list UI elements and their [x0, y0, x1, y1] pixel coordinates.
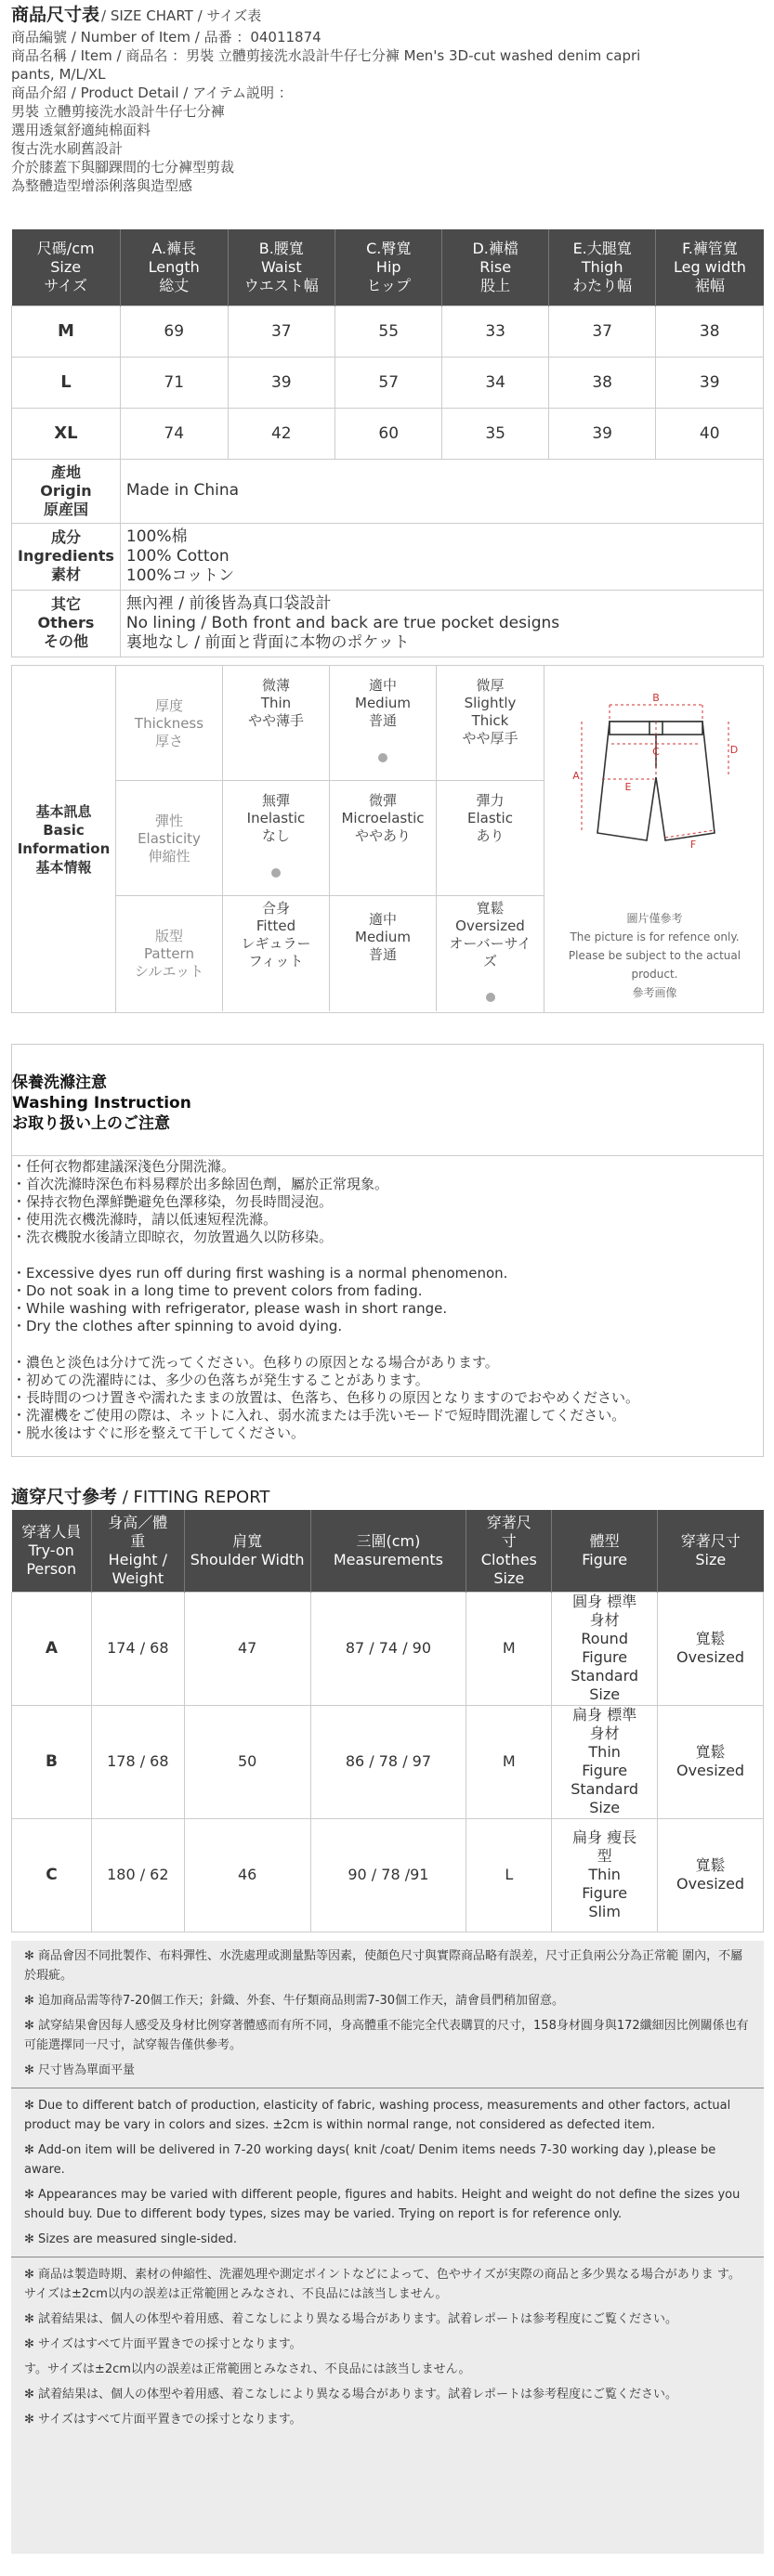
header-line: 介於膝蓋下與腳踝間的七分褲型剪裁 [11, 159, 235, 176]
size-value: 60 [335, 408, 442, 459]
diagram-label-d: D [729, 744, 739, 756]
size-label: XL [12, 408, 121, 459]
fit-shoulder: 50 [184, 1705, 310, 1818]
fit-measurements: 87 / 74 / 90 [310, 1592, 466, 1705]
fit-result: 寬鬆 Ovesized [658, 1818, 764, 1932]
elasticity-option-elastic [437, 781, 544, 896]
fit-figure: 圓身 標準 身材 Round Figure Standard Size [552, 1592, 658, 1705]
fit-header-hw: 身高／體 重 Height / Weight [91, 1510, 184, 1592]
header-line: 選用透氣舒適純棉面料 [11, 122, 151, 138]
note-zh: ✻ 試穿結果會因每人感受及身材比例穿著體感而有所不同，身高體重不能完全代表購買的尺寸，158身材圓身與172纖細因比例關係也有可能選擇同一尺寸，試穿報告僅供參考。 [24, 2019, 749, 2052]
size-value: 57 [335, 357, 442, 408]
fit-size: L [466, 1818, 552, 1932]
thickness-row [116, 666, 544, 781]
washing-line: ・長時間のつけ置きや濡れたままの放置は、色落ち、色移りの原因となりますのでおやめください。 [12, 1389, 640, 1406]
fit-hw: 174 / 68 [91, 1592, 184, 1705]
note-ja: ✻ サイズはすべて片面平置きでの採寸となります。 [24, 2413, 302, 2426]
size-value: 55 [335, 306, 442, 357]
option-text: 寬鬆 Oversized オーバーサイ ズ [449, 900, 531, 969]
washing-line: ・洗衣機脫水後請立即晾衣，勿放置過久以防移染。 [12, 1229, 334, 1245]
thickness-option-thin [223, 666, 330, 781]
note-ja: ✻ 商品は製造時期、素材の伸縮性、洗濯処理や測定ポイントなどによって、色やサイズが実際の商品と多少異なる場合がありま す。サイズは±2cm以内の誤差は正常範囲とみなされ、不良品には該当しません。 [24, 2268, 741, 2301]
diagram-label-a: A [572, 770, 580, 782]
size-value: 42 [228, 408, 335, 459]
note-en: ✻ Add-on item will be delivered in 7-20 working days( knit /coat/ Denim items needs 7-30 working day ),please be aware. [24, 2143, 716, 2177]
option-text: 彈力 Elastic あり [467, 792, 513, 844]
header-line: pants, M/L/XL [11, 66, 106, 83]
size-value: 74 [120, 408, 228, 459]
fit-shoulder: 46 [184, 1818, 310, 1932]
basic-info-panel [11, 665, 764, 1013]
washing-line: ・任何衣物都建議深淺色分開洗滌。 [12, 1158, 236, 1175]
fitting-row-c [12, 1818, 764, 1932]
origin-label: 產地 Origin 原産国 [12, 459, 121, 523]
size-value: 38 [548, 357, 656, 408]
header-line: 為整體造型增添俐落與造型感 [11, 177, 193, 194]
pattern-head: 版型 Pattern シルエット [116, 896, 223, 1011]
thickness-head: 厚度 Thickness 厚さ [116, 666, 223, 781]
size-value: 39 [656, 357, 764, 408]
washing-panel [11, 1044, 764, 1457]
size-value: 37 [228, 306, 335, 357]
washing-line: ・初めての洗濯時には、多少の色落ちが発生することがあります。 [12, 1372, 429, 1388]
fit-size: M [466, 1592, 552, 1705]
size-value: 40 [656, 408, 764, 459]
pattern-row [116, 896, 544, 1011]
basic-info-grid [116, 666, 544, 1012]
note-ja: ✻ 試着結果は、個人の体型や着用感、着こなしにより異なる場合があります。試着レポートは参考程度にご覧ください。 [24, 2312, 677, 2326]
washing-group-en [12, 1265, 763, 1335]
fit-hw: 178 / 68 [91, 1705, 184, 1818]
others-row [12, 590, 764, 657]
elasticity-head: 彈性 Elasticity 伸縮性 [116, 781, 223, 896]
fitting-title-row [11, 1483, 269, 1508]
header-leg-width: F.褲管寬 Leg width 裾幅 [656, 229, 764, 306]
header-line: 復古洗水刷舊設計 [11, 140, 124, 157]
header-line: 商品介紹 / Product Detail / アイテム説明 ： [11, 85, 293, 101]
size-value: 39 [548, 408, 656, 459]
fit-header-measurements: 三圍(cm) Measurements [310, 1510, 466, 1592]
ingredients-value: 100%棉 100% Cotton 100%コットン [120, 523, 763, 590]
diagram-label-f: F [689, 839, 697, 851]
notes-panel [11, 1941, 764, 2554]
size-row-l [12, 357, 764, 408]
washing-line: ・濃色と淡色は分けて洗ってください。色移りの原因となる場合があります。 [12, 1354, 499, 1371]
origin-value: Made in China [120, 459, 763, 523]
header-length: A.褲長 Length 総丈 [120, 229, 228, 306]
basic-info-label: 基本訊息 Basic Information 基本情報 [12, 666, 116, 1012]
selected-dot-icon [271, 868, 281, 878]
header-rise: D.褲檔 Rise 股上 [442, 229, 548, 306]
fitting-header-row [12, 1510, 764, 1592]
size-value: 37 [548, 306, 656, 357]
fit-person: B [12, 1705, 92, 1818]
page-title: 商品尺寸表 [11, 5, 100, 25]
size-chart-header-row [12, 229, 764, 306]
elasticity-row [116, 781, 544, 896]
fit-person: C [12, 1818, 92, 1932]
header-line: 商品名稱 / Item / 商品名 ：男裝 立體剪接洗水設計牛仔七分褲 Men's 3D-cut washed denim capri [11, 47, 641, 64]
note-ja: す。サイズは±2cm以内の誤差は正常範囲とみなされ、不良品には該当しません。 [24, 2362, 471, 2376]
header-line: 商品編號 / Number of Item / 品番 ：04011874 [11, 29, 321, 46]
size-row-m [12, 306, 764, 357]
thickness-option-medium [330, 666, 437, 781]
fit-header-figure: 體型 Figure [552, 1510, 658, 1592]
fit-header-shoulder: 肩寬 Shoulder Width [184, 1510, 310, 1592]
option-text: 適中 Medium 普通 [355, 911, 411, 963]
option-text: 適中 Medium 普通 [355, 677, 411, 729]
fitting-row-b [12, 1705, 764, 1818]
header-thigh: E.大腿寬 Thigh わたり幅 [548, 229, 656, 306]
fit-figure: 扁身 標準 身材 Thin Figure Standard Size [552, 1705, 658, 1818]
diagram-label-c: C [652, 746, 660, 758]
note-zh: ✻ 尺寸皆為單面平量 [24, 2063, 136, 2077]
size-value: 71 [120, 357, 228, 408]
ingredients-label: 成分 Ingredients 素材 [12, 523, 121, 590]
pattern-option-fitted [223, 896, 330, 1011]
washing-line: ・保持衣物色澤鮮艷避免色澤移染，勿長時間浸泡。 [12, 1193, 334, 1210]
pattern-option-medium [330, 896, 437, 1011]
page-subtitle: / SIZE CHART / サイズ表 [101, 7, 262, 24]
note-en: ✻ Sizes are measured single-sided. [24, 2232, 238, 2246]
washing-line: ・洗濯機をご使用の際は、ネットに入れ、弱水流または手洗いモードで短時間洗濯してください。 [12, 1407, 626, 1424]
washing-line: ・脱水後はすぐに形を整えて干してください。 [12, 1425, 306, 1441]
header-waist: B.腰寬 Waist ウエスト幅 [228, 229, 335, 306]
others-value: 無內裡 / 前後皆為真口袋設計 No lining / Both front and back are true pocket designs 裏地なし / 前面と背面に本物のポケット [120, 590, 763, 657]
note-zh: ✻ 追加商品需等待7-20個工作天；針織、外套、牛仔類商品則需7-30個工作天，請會員們稍加留意。 [24, 1994, 565, 2008]
size-label: L [12, 357, 121, 408]
washing-line: ・Do not soak in a long time to prevent colors from fading. [12, 1282, 423, 1299]
fit-person: A [12, 1592, 92, 1705]
header-hip: C.臀寬 Hip ヒップ [335, 229, 442, 306]
washing-line: ・Excessive dyes run off during first washing is a normal phenomenon. [12, 1265, 508, 1281]
product-header [11, 6, 764, 195]
diagram-label-e: E [624, 781, 632, 793]
header-title-row [11, 6, 764, 28]
origin-row [12, 459, 764, 523]
fit-result: 寬鬆 Ovesized [658, 1592, 764, 1705]
note-en: ✻ Appearances may be varied with different people, figures and habits. Height and weight do not define the sizes you should buy. Due to different body types, sizes may be varied. Trying on report is for reference only. [24, 2188, 741, 2221]
fit-size: M [466, 1705, 552, 1818]
washing-line: ・Dry the clothes after spinning to avoid dying. [12, 1318, 343, 1334]
option-text: 無彈 Inelastic なし [246, 792, 306, 844]
ingredients-row [12, 523, 764, 590]
fit-figure: 扁身 瘦長 型 Thin Figure Slim [552, 1818, 658, 1932]
fit-header-clothes-size: 穿著尺 寸 Clothes Size [466, 1510, 552, 1592]
size-label: M [12, 306, 121, 357]
note-zh: ✻ 商品會因不同批製作、布料彈性、水洗處理或測量點等因素，使顏色尺寸與實際商品略有誤差，尺寸正負兩公分為正常範 圍內，不屬於瑕疵。 [24, 1949, 743, 1983]
thickness-option-thick [437, 666, 544, 781]
washing-title: 保養洗滌注意 Washing Instruction お取り扱い上のご注意 [12, 1045, 763, 1156]
size-chart-table [11, 229, 764, 657]
size-value: 69 [120, 306, 228, 357]
fit-result: 寬鬆 Ovesized [658, 1705, 764, 1818]
option-text: 微薄 Thin やや薄手 [247, 677, 304, 729]
note-ja: ✻ 試着結果は、個人の体型や着用感、着こなしにより異なる場合があります。試着レポートは参考程度にご覧ください。 [24, 2387, 677, 2401]
fit-shoulder: 47 [184, 1592, 310, 1705]
washing-group-zh [12, 1158, 763, 1246]
header-size: 尺碼/cm Size サイズ [12, 229, 121, 306]
selected-dot-icon [486, 993, 495, 1002]
shorts-diagram-icon [544, 666, 765, 907]
measurement-diagram [544, 666, 764, 1012]
option-text: 合身 Fitted レギュラー フィット [241, 900, 311, 969]
fit-measurements: 90 / 78 /91 [310, 1818, 466, 1932]
note-en: ✻ Due to different batch of production, elasticity of fabric, washing process, measurements and other factors, actual product may be vary in colors and sizes. ±2cm is within normal range, not considered as defected item. [24, 2099, 731, 2132]
diagram-note: 圖片僅參考 The picture is for refence only. Please be subject to the actual product. 參考画像 [568, 912, 741, 999]
fitting-table [11, 1510, 764, 1932]
size-row-xl [12, 408, 764, 459]
fitting-row-a [12, 1592, 764, 1705]
washing-line: ・首次洗滌時深色布料易釋於出多餘固色劑，屬於正常現象。 [12, 1176, 389, 1192]
fit-measurements: 86 / 78 / 97 [310, 1705, 466, 1818]
fitting-title: 適穿尺寸參考 [11, 1487, 118, 1507]
size-value: 33 [442, 306, 548, 357]
washing-body [12, 1158, 763, 1461]
fit-header-person: 穿著人員 Try-on Person [12, 1510, 92, 1592]
header-line: 男裝 立體剪接洗水設計牛仔七分褲 [11, 103, 225, 120]
washing-line: ・使用洗衣機洗滌時，請以低速短程洗滌。 [12, 1211, 278, 1228]
selected-dot-icon [378, 753, 387, 762]
pattern-option-oversized [437, 896, 544, 1011]
washing-line: ・While washing with refrigerator, please wash in short range. [12, 1300, 448, 1317]
fitting-subtitle: / FITTING REPORT [122, 1488, 270, 1507]
size-value: 35 [442, 408, 548, 459]
others-label: 其它 Others その他 [12, 590, 121, 657]
option-text: 微厚 Slightly Thick やや厚手 [462, 677, 518, 747]
size-value: 39 [228, 357, 335, 408]
size-value: 34 [442, 357, 548, 408]
note-ja: ✻ サイズはすべて片面平置きでの採寸となります。 [24, 2337, 302, 2351]
diagram-label-b: B [652, 692, 660, 704]
fit-hw: 180 / 62 [91, 1818, 184, 1932]
elasticity-option-micro [330, 781, 437, 896]
washing-group-ja [12, 1354, 763, 1442]
size-value: 38 [656, 306, 764, 357]
option-text: 微彈 Microelastic ややあり [341, 792, 425, 844]
fit-header-fit: 穿著尺寸 Size [658, 1510, 764, 1592]
elasticity-option-inelastic [223, 781, 330, 896]
